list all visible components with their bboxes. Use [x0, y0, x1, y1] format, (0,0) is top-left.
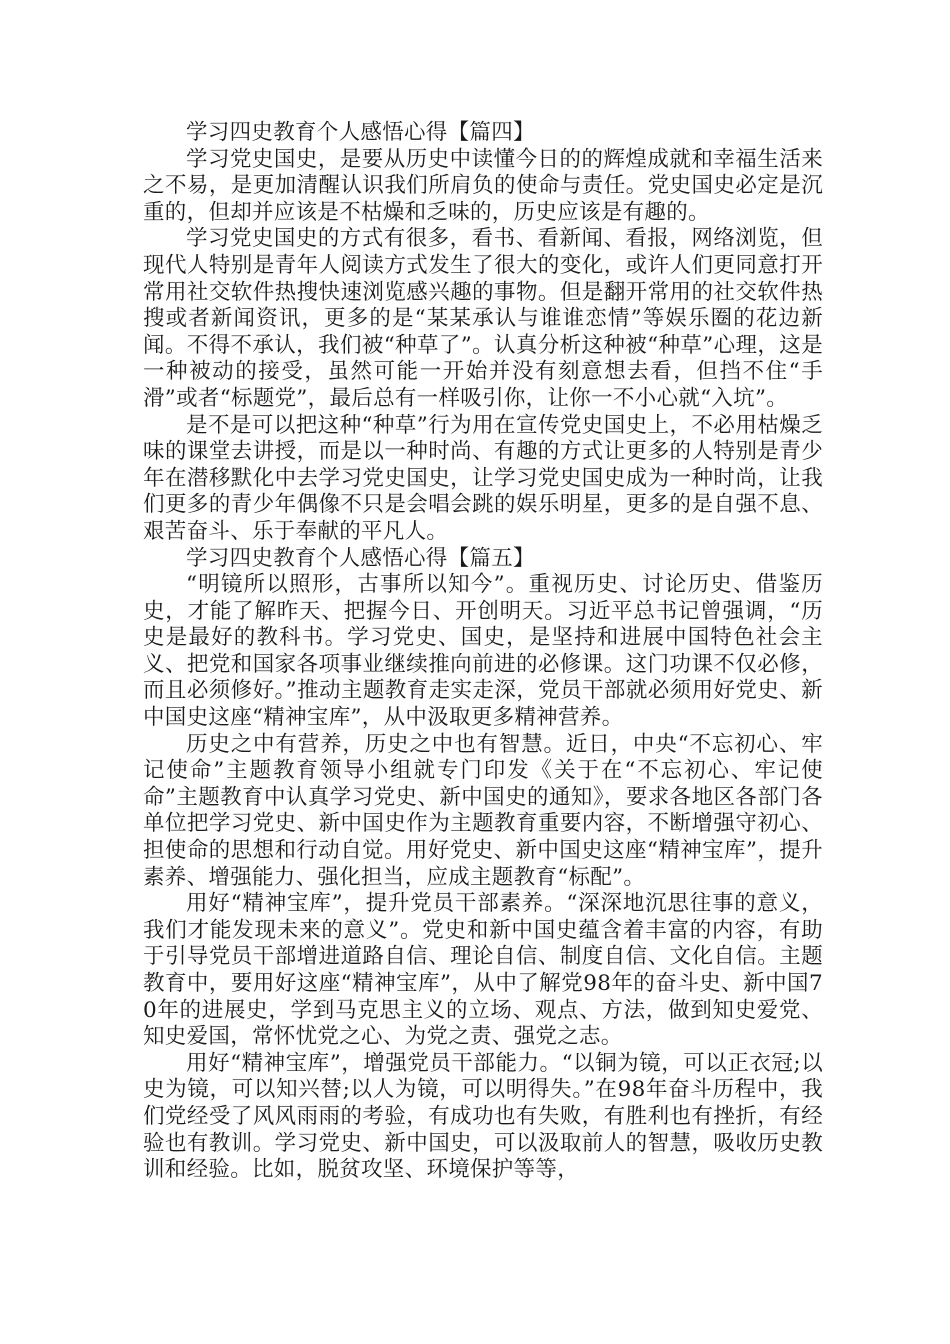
paragraph: 学习党史国史的方式有很多，看书、看新闻、看报，网络浏览，但现代人特别是青年人阅读方式发生了很大的变化，或许人们更同意打开常用社交软件热搜快速浏览感兴趣的事物。但是翻开常用的社交软件热搜或者新闻资讯，更多的是“某某承认与谁谁恋情”等娱乐圈的花边新闻。不得不承认，我们被“种草了”。认真分析这种被“种草”心理，这是一种被动的接受，虽然可能一开始并没有刻意想去看，但挡不住“手滑”或者“标题党”，最后总有一样吸引你，让你一不小心就“入坑”。	[143, 226, 823, 411]
paragraph: “明镜所以照形，古事所以知今”。重视历史、讨论历史、借鉴历史，才能了解昨天、把握今日、开创明天。习近平总书记曾强调，“历史是最好的教科书。学习党史、国史，是坚持和进展中国特色社会主义、把党和国家各项事业继续推向前进的必修课。这门功课不仅必修，而且必须修好。”推动主题教育走实走深，党员干部就必须用好党史、新中国史这座“精神宝库”，从中汲取更多精神营养。	[143, 572, 823, 731]
paragraph: 用好“精神宝库”，增强党员干部能力。“以铜为镜，可以正衣冠;以史为镜，可以知兴替;以人为镜，可以明得失。”在98年奋斗历程中，我们党经受了风风雨雨的考验，有成功也有失败，有胜利也有挫折，有经验也有教训。学习党史、新中国史，可以汲取前人的智慧，吸收历史教训和经验。比如，脱贫攻坚、环境保护等等，	[143, 1050, 823, 1183]
section-heading: 学习四史教育个人感悟心得【篇四】	[186, 120, 535, 145]
document-body	[143, 120, 823, 1184]
paragraph: 历史之中有营养，历史之中也有智慧。近日，中央“不忘初心、牢记使命”主题教育领导小组就专门印发《关于在“不忘初心、牢记使命”主题教育中认真学习党史、新中国史的通知》，要求各地区各部门各单位把学习党史、新中国史作为主题教育重要内容，不断增强守初心、担使命的思想和行动自觉。用好党史、新中国史这座“精神宝库”，提升素养、增强能力、强化担当，应成主题教育“标配”。	[143, 731, 823, 890]
section-heading: 学习四史教育个人感悟心得【篇五】	[186, 545, 535, 571]
paragraph: 学习党史国史，是要从历史中读懂今日的的辉煌成就和幸福生活来之不易，是更加清醒认识我们所肩负的使命与责任。党史国史必定是沉重的，但却并应该是不枯燥和乏味的，历史应该是有趣的。	[143, 146, 823, 225]
paragraph: 是不是可以把这种“种草”行为用在宣传党史国史上，不必用枯燥乏味的课堂去讲授，而是以一种时尚、有趣的方式让更多的人特别是青少年在潜移默化中去学习党史国史，让学习党史国史成为一种时尚，让我们更多的青少年偶像不只是会唱会跳的娱乐明星，更多的是自强不息、艰苦奋斗、乐于奉献的平凡人。	[143, 412, 823, 544]
paragraph: 用好“精神宝库”，提升党员干部素养。“深深地沉思往事的意义，我们才能发现未来的意义”。党史和新中国史蕴含着丰富的内容，有助于引导党员干部增进道路自信、理论自信、制度自信、文化自信。主题教育中，要用好这座“精神宝库”，从中了解党98年的奋斗史、新中国70年的进展史，学到马克思主义的立场、观点、方法，做到知史爱党、知史爱国，常怀忧党之心、为党之责、强党之志。	[143, 891, 823, 1050]
